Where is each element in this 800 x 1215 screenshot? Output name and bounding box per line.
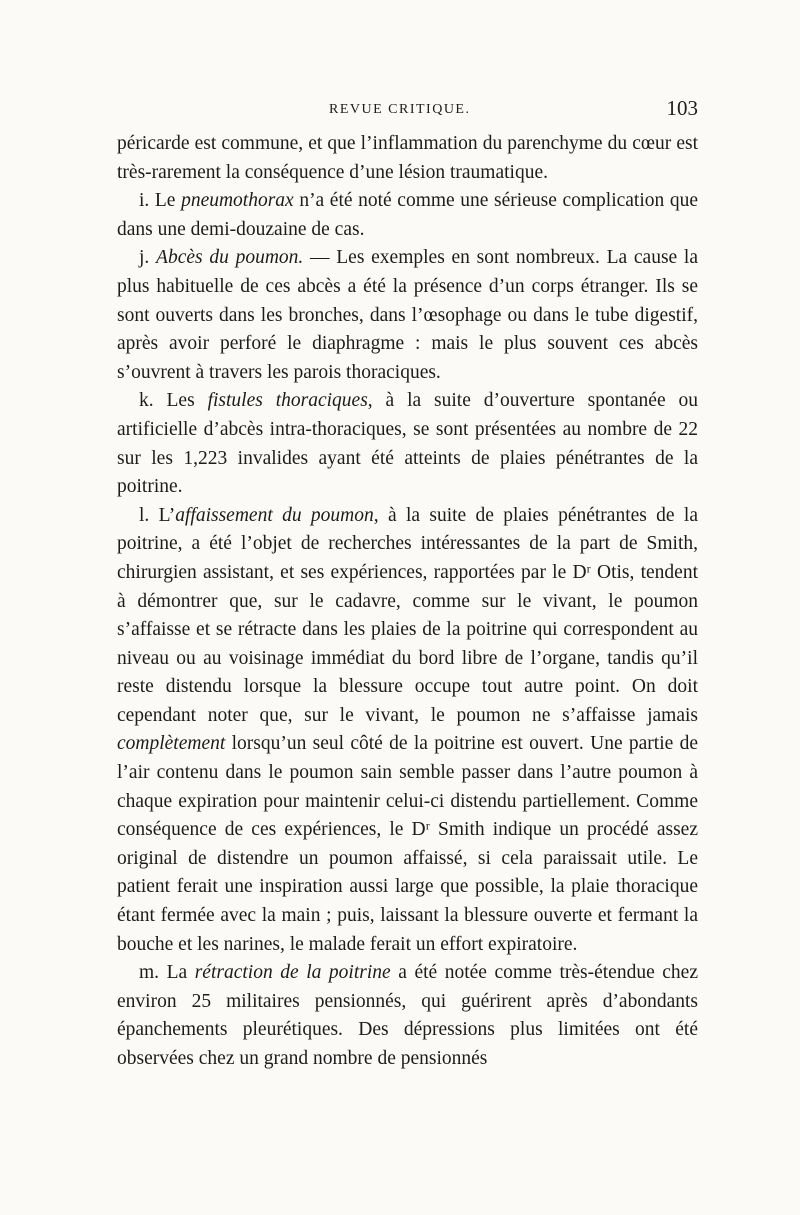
paragraph-pneumothorax xyxy=(117,187,698,244)
italic-term: rétraction de la poitrine xyxy=(194,962,391,984)
text-run: m. La xyxy=(139,962,195,984)
italic-term: affaissement du poumon xyxy=(175,504,374,526)
text-run: — Les exemples en sont nombreux. La cause la plus habituelle de ces abcès a été la présence d’un corps étranger. Ils se sont ouverts dans les bronches, dans l’œsophage ou dans le tube digestif, après avoir perforé le diaphragme : mais le plus souvent ces abcès s’ouvrent à travers les parois thoraciques. xyxy=(117,247,698,383)
page-number: 103 xyxy=(666,96,698,120)
paragraph-abces-poumon xyxy=(117,244,698,387)
running-title: REVUE CRITIQUE. xyxy=(329,102,471,117)
text-run: j. xyxy=(139,247,157,269)
running-header xyxy=(117,96,698,124)
text-run: a été notée comme très-étendue chez environ 25 militaires pensionnés, qui guérirent après d’abondants épanchements pleurétiques. Des dépressions plus limitées ont été observées chez un grand nombre de pensionnés xyxy=(117,962,698,1069)
text-run: l. L’ xyxy=(139,504,176,526)
text-run: , à la suite d’ouverture spontanée ou artificielle d’abcès intra-thoraciques, se sont présentées au nombre de 22 sur les 1,223 invalides ayant été atteints de plaies pénétrantes de la poitrine. xyxy=(117,390,698,498)
italic-term: Abcès du poumon. xyxy=(156,247,304,269)
text-run: péricarde est commune, et que l’inflammation du parenchyme du cœur est très-rarement la conséquence d’une lésion traumatique. xyxy=(117,133,698,183)
body-text xyxy=(117,130,698,1074)
paragraph-retraction-poitrine xyxy=(117,959,698,1073)
italic-term: complètement xyxy=(117,733,226,755)
text-run: lorsqu’un seul côté de la poitrine est ouvert. Une partie de l’air contenu dans le poumon sain semble passer dans l’autre poumon à chaque expiration pour maintenir celui-ci distendu partiellement. Comme conséquence de ces expériences, le Dʳ Smith indique un procédé assez original de distendre un poumon affaissé, si cela paraissait utile. Le patient ferait une inspiration aussi large que possible, la plaie thoracique étant fermée avec la main ; puis, laissant la blessure ouverte et fermant la bouche et les narines, le malade ferait un effort expiratoire. xyxy=(117,733,698,955)
text-run: , à la suite de plaies pénétrantes de la poitrine, a été l’objet de recherches intéressantes de la part de Smith, chirurgien assistant, et ses expériences, rapportées par le Dʳ Otis, tendent à démontrer que, sur le cadavre, comme sur le vivant, le poumon s’affaisse et se rétracte dans les plaies de la poitrine qui correspondent au niveau ou au voisinage immédiat du bord libre de l’organe, tandis qu’il reste distendu lorsque la blessure occupe tout autre point. On doit cependant noter que, sur le vivant, le poumon ne s’affaisse jamais xyxy=(117,504,698,726)
italic-term: fistules thoraciques xyxy=(207,390,368,412)
text-run: k. Les xyxy=(139,390,208,412)
document-page xyxy=(117,96,698,1074)
paragraph-affaissement-poumon xyxy=(117,502,698,960)
paragraph-fistules-thoraciques xyxy=(117,387,698,501)
text-run: n’a été noté comme une sérieuse complication que dans une demi-douzaine de cas. xyxy=(117,190,699,240)
paragraph-pericarde xyxy=(117,130,698,187)
italic-term: pneumothorax xyxy=(181,190,294,212)
text-run: i. Le xyxy=(139,190,182,212)
